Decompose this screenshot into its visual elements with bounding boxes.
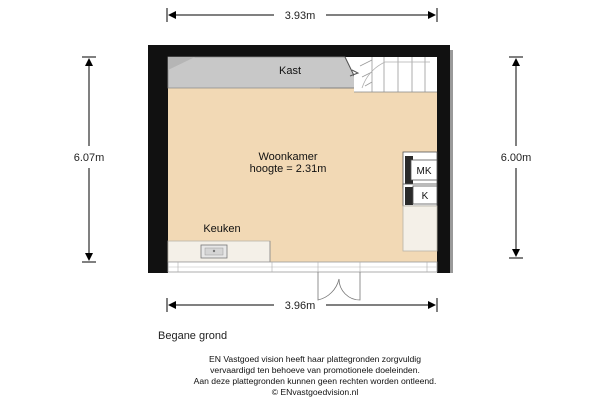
disclaimer-line: EN Vastgoed vision heeft haar plattegronden zorgvuldig xyxy=(209,354,421,364)
dimension-left xyxy=(74,57,105,262)
storage-label: Kast xyxy=(278,65,302,77)
disclaimer-line: vervaardigd ten behoeve van promotionele doeleinden. xyxy=(210,365,420,375)
mk-label: MK xyxy=(416,166,432,177)
dimension-right xyxy=(501,57,532,258)
kitchen-label: Keuken xyxy=(203,223,241,235)
closet-k xyxy=(403,184,437,206)
living-room-floor xyxy=(168,88,437,262)
dimension-right-label: 6.00m xyxy=(500,152,532,164)
disclaimer-line: © ENvastgoedvision.nl xyxy=(271,387,359,397)
disclaimer xyxy=(100,354,530,398)
storage-area xyxy=(168,57,362,92)
dimension-top xyxy=(167,8,437,22)
dimension-bottom-label: 3.96m xyxy=(284,300,316,312)
living-room-height: hoogte = 2.31m xyxy=(249,163,327,175)
dimension-top-label: 3.93m xyxy=(284,10,316,22)
staircase xyxy=(350,57,437,92)
floor-name: Begane grond xyxy=(158,330,228,342)
disclaimer-line: Aan deze plattegronden kunnen geen rechten worden ontleend. xyxy=(193,376,437,386)
french-doors xyxy=(318,272,360,300)
kitchen-counter xyxy=(168,241,270,262)
fridge xyxy=(403,206,437,251)
living-room-label: Woonkamer xyxy=(258,151,318,163)
k-label: K xyxy=(421,191,429,202)
dimension-left-label: 6.07m xyxy=(73,152,105,164)
front-facade xyxy=(168,262,437,272)
dimension-bottom xyxy=(167,298,437,312)
